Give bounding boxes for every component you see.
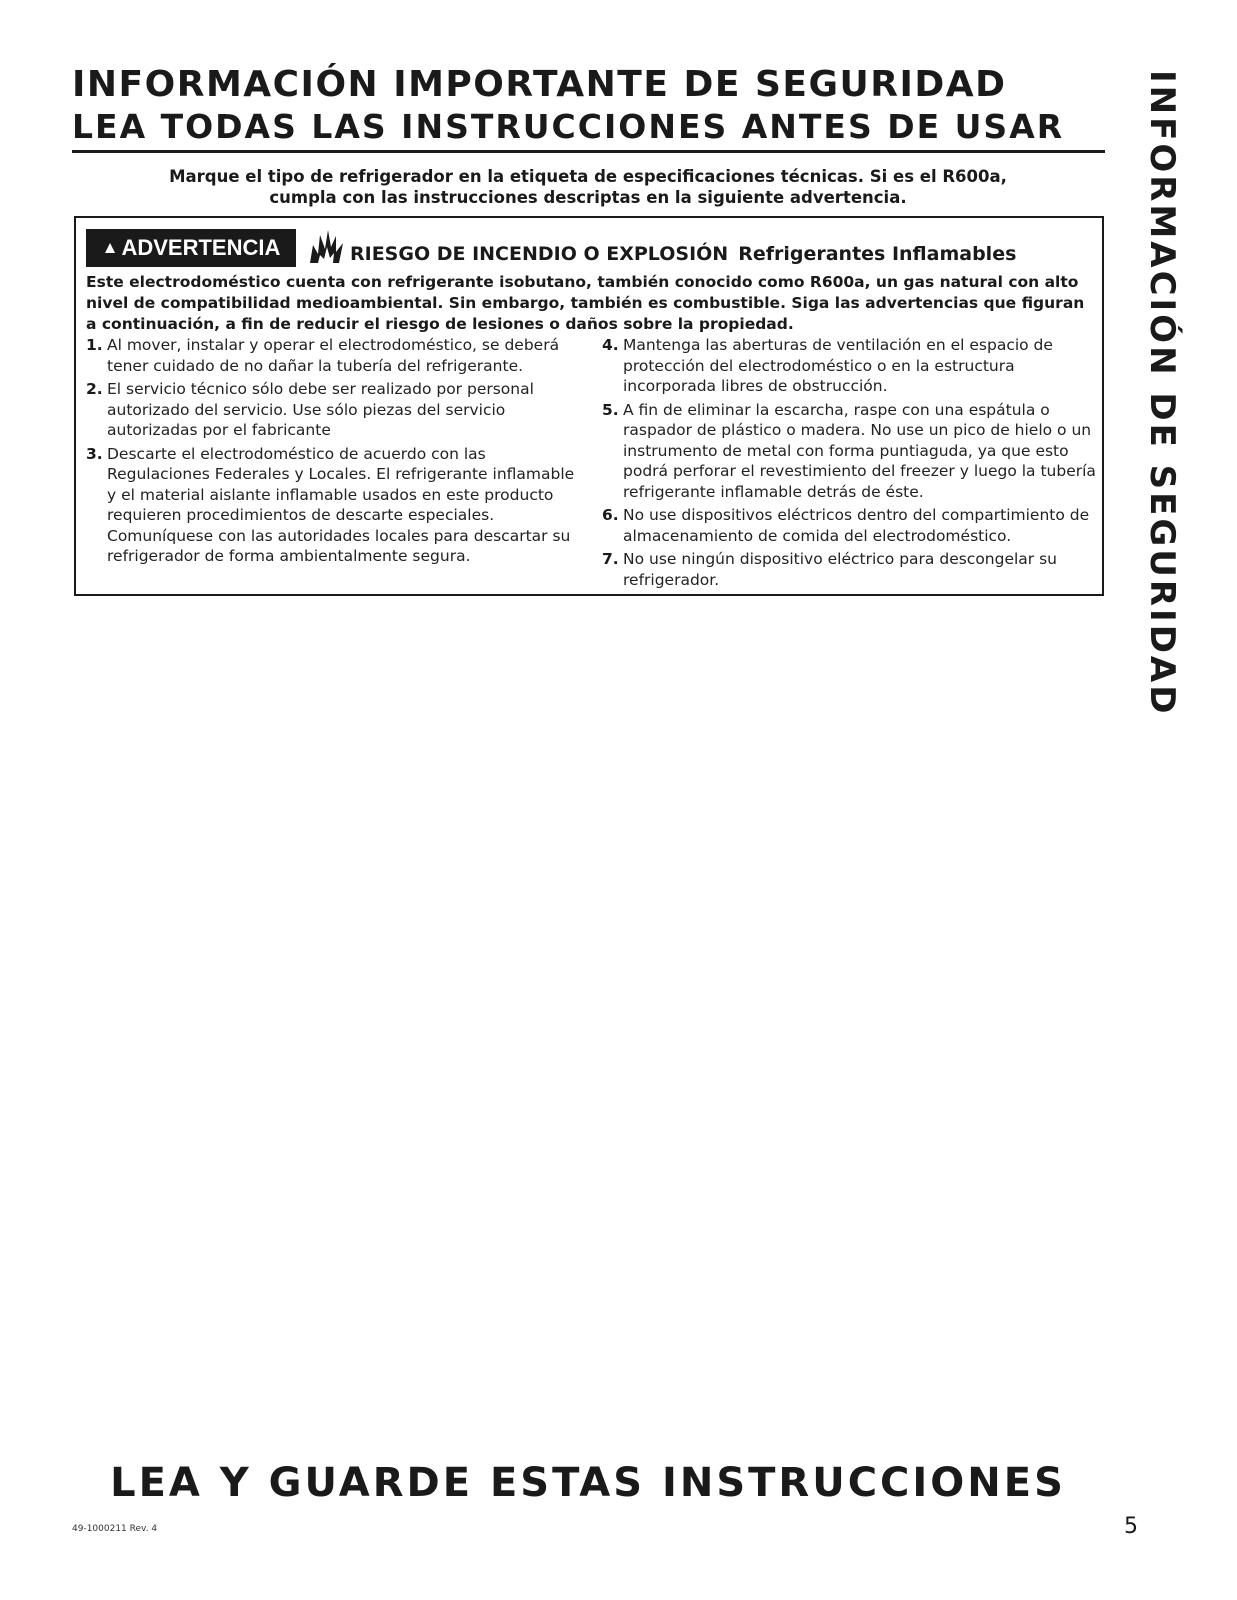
explosion-icon	[306, 227, 346, 265]
list-item	[602, 549, 1102, 590]
item-text: No use dispositivos eléctricos dentro del compartimiento de almacenamiento de comida del electrodoméstico.	[623, 506, 1090, 545]
item-text: A fin de eliminar la escarcha, raspe con una espátula o raspador de plástico o madera. No use un pico de hielo o un instrumento de metal con forma puntiaguda, ya que esto podrá perforar el revestimiento del freezer y luego la tubería refrigerante inflamable detrás de éste.	[623, 400, 1096, 501]
list-item	[602, 505, 1102, 546]
warning-badge-label: ADVERTENCIA	[121, 235, 281, 260]
document-code: 49-1000211 Rev. 4	[72, 1524, 158, 1534]
hazard-subtitle: Refrigerantes Inflamables	[738, 243, 1017, 265]
hazard-heading	[350, 243, 1016, 265]
item-number: 6.	[602, 506, 619, 524]
page-subtitle: LEA TODAS LAS INSTRUCCIONES ANTES DE USAR	[72, 107, 1065, 146]
footer-title: LEA Y GUARDE ESTAS INSTRUCCIONES	[110, 1460, 1066, 1506]
list-item	[86, 379, 581, 441]
warning-box	[74, 216, 1104, 596]
item-text: Al mover, instalar y operar el electrodoméstico, se deberá tener cuidado de no dañar la tubería del refrigerante.	[107, 336, 560, 375]
list-item	[86, 444, 581, 567]
item-text: Mantenga las aberturas de ventilación en el espacio de protección del electrodoméstico o en la estructura incorporada libres de obstrucción.	[623, 336, 1053, 395]
warning-list-left	[86, 335, 581, 570]
page-title: INFORMACIÓN IMPORTANTE DE SEGURIDAD	[72, 64, 1007, 105]
item-number: 2.	[86, 380, 103, 398]
title-divider	[72, 150, 1105, 153]
item-text: Descarte el electrodoméstico de acuerdo con las Regulaciones Federales y Locales. El refrigerante inflamable y el material aislante inflamable usados en este producto requieren procedimientos de descarte especiales. Comuníquese con las autoridades locales para descartar su refrigerador de forma ambientalmente segura.	[107, 444, 575, 565]
side-section-tab: INFORMACIÓN DE SEGURIDAD	[1142, 70, 1182, 717]
warning-lead-text: Este electrodoméstico cuenta con refrigerante isobutano, también conocido como R600a, un gas natural con alto nivel de compatibilidad medioambiental. Sin embargo, también es combustible. Siga las advertencias que figuran a continuación, a fin de reducir el riesgo de lesiones o daños sobre la propiedad.	[86, 273, 1085, 333]
item-number: 7.	[602, 550, 619, 568]
list-item	[602, 335, 1102, 397]
hazard-title: RIESGO DE INCENDIO O EXPLOSIÓN	[350, 243, 729, 265]
item-number: 5.	[602, 400, 619, 419]
intro-line-2: cumpla con las instrucciones descriptas en la siguiente advertencia.	[269, 188, 907, 207]
intro-line-1: Marque el tipo de refrigerador en la etiqueta de especificaciones técnicas. Si es el R600a,	[169, 167, 1007, 186]
item-text: El servicio técnico sólo debe ser realizado por personal autorizado del servicio. Use sólo piezas del servicio autorizadas por el fabricante	[107, 380, 534, 439]
warning-badge	[86, 229, 296, 267]
page-number: 5	[1124, 1514, 1138, 1539]
item-number: 4.	[602, 336, 619, 354]
warning-list-right	[602, 335, 1102, 593]
intro-text	[80, 166, 1096, 208]
list-item	[86, 335, 581, 376]
list-item	[602, 400, 1102, 503]
item-number: 1.	[86, 336, 103, 354]
warning-triangle-icon: ▲	[101, 238, 119, 257]
item-text: No use ningún dispositivo eléctrico para descongelar su refrigerador.	[623, 550, 1058, 589]
item-number: 3.	[86, 444, 103, 463]
